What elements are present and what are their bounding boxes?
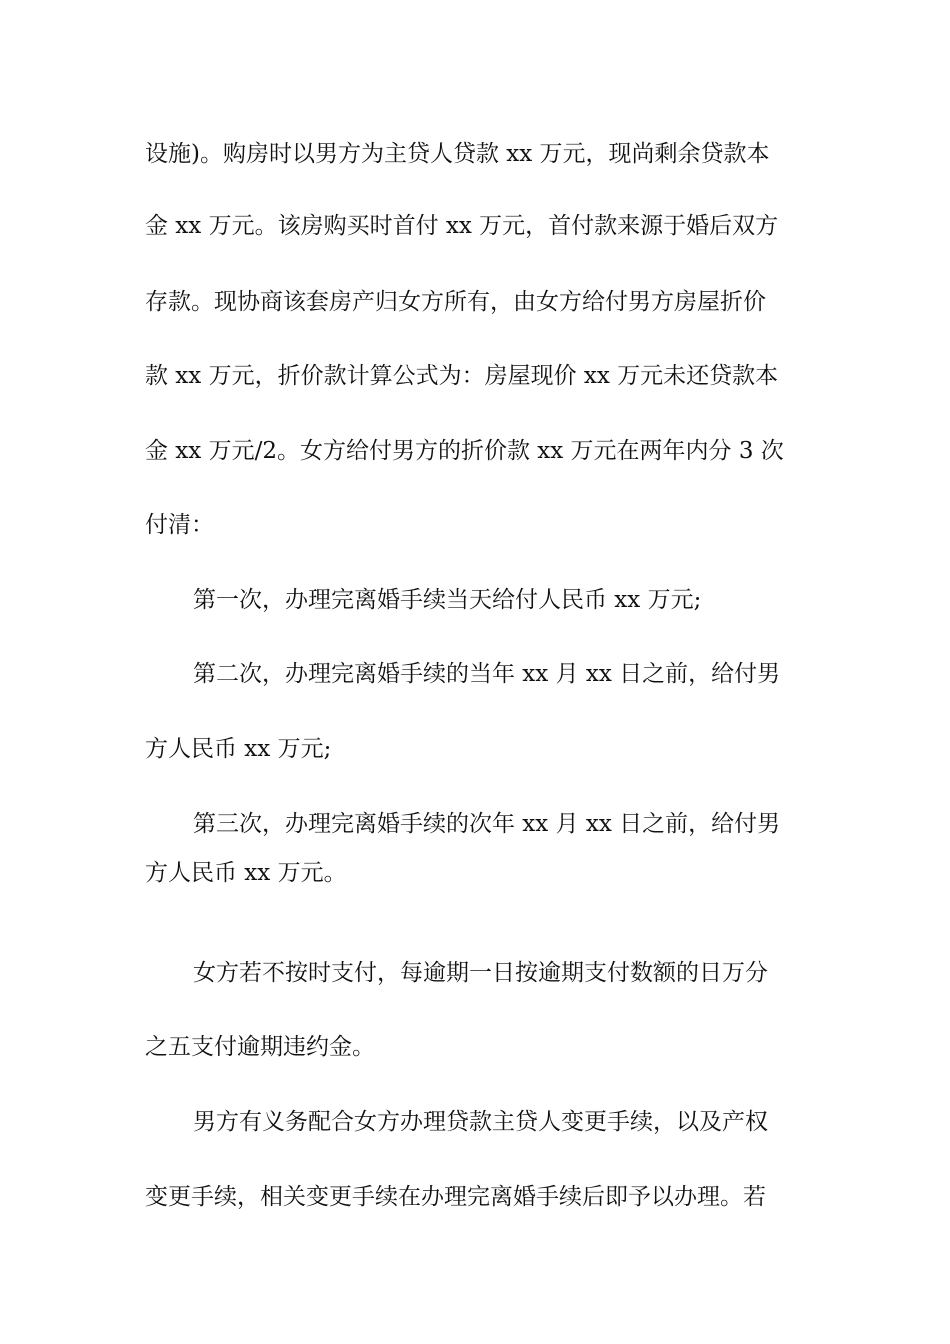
text-line: 第一次，办理完离婚手续当天给付人民币 xx 万元;: [193, 587, 702, 613]
text-line: 第三次，办理完离婚手续的次年 xx 月 xx 日之前，给付男: [193, 811, 781, 837]
text-line: 女方若不按时支付，每逾期一日按逾期支付数额的日万分: [193, 960, 768, 986]
text-line: 存款。现协商该套房产归女方所有，由女方给付男方房屋折价: [145, 289, 766, 315]
text-line: 方人民币 xx 万元;: [145, 736, 332, 762]
text-line: 男方有义务配合女方办理贷款主贷人变更手续，以及产权: [193, 1109, 768, 1135]
text-line: 第二次，办理完离婚手续的当年 xx 月 xx 日之前，给付男: [193, 661, 781, 687]
text-line: 之五支付逾期违约金。: [145, 1034, 375, 1060]
text-line: 付清：: [145, 512, 214, 538]
text-line: 款 xx 万元，折价款计算公式为：房屋现价 xx 万元未还贷款本: [145, 363, 779, 389]
text-line: 设施)。购房时以男方为主贷人贷款 xx 万元，现尚剩余贷款本: [145, 141, 770, 167]
text-line: 方人民币 xx 万元。: [145, 860, 347, 886]
text-line: 金 xx 万元。该房购买时首付 xx 万元，首付款来源于婚后双方: [145, 213, 779, 239]
text-line: 金 xx 万元/2。女方给付男方的折价款 xx 万元在两年内分 3 次: [145, 438, 784, 464]
text-line: 变更手续，相关变更手续在办理完离婚手续后即予以办理。若: [145, 1184, 766, 1210]
